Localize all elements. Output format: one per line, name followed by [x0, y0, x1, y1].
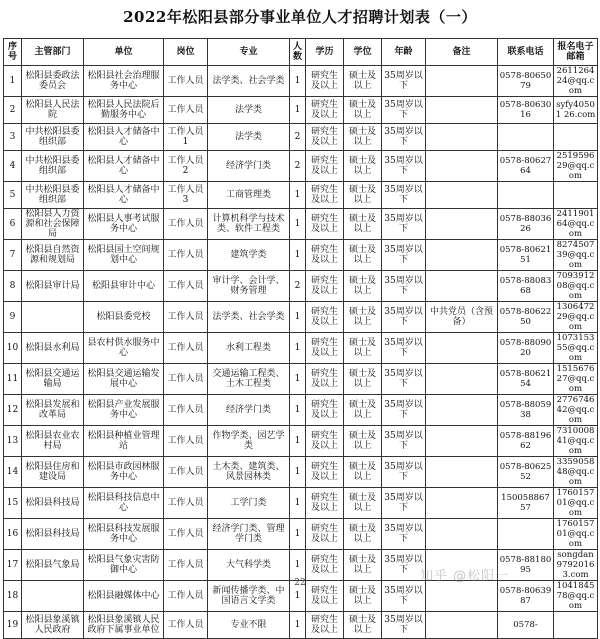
- cell-remark: [426, 333, 498, 364]
- cell-phone: [498, 182, 554, 209]
- cell-degree: 硕士及以上: [344, 426, 382, 457]
- cell-remark: [426, 426, 498, 457]
- cell-email: 261126424@qq.com: [554, 66, 598, 97]
- cell-degree: 硕士及以上: [344, 364, 382, 395]
- cell-major: 经济学门类、管理学门类: [208, 519, 290, 550]
- col-header-age: 年龄: [382, 39, 426, 66]
- table-row: [4, 395, 598, 426]
- cell-age: 35周岁以下: [382, 240, 426, 271]
- cell-age: 35周岁以下: [382, 488, 426, 519]
- cell-email: 104184578@qq.com: [554, 581, 598, 612]
- cell-position: 工作人员: [164, 426, 208, 457]
- cell-phone: 0578-8062154: [498, 364, 554, 395]
- cell-email: [554, 182, 598, 209]
- cell-count: 1: [290, 426, 306, 457]
- cell-department: [22, 302, 84, 333]
- table-row: [4, 182, 598, 209]
- cell-phone: 0578-8063016: [498, 97, 554, 124]
- cell-email: syfy40501 26.com: [554, 97, 598, 124]
- cell-unit: 松阳县气象灾害防御中心: [84, 550, 164, 581]
- table-row: [4, 97, 598, 124]
- cell-age: 35周岁以下: [382, 151, 426, 182]
- cell-unit: 松阳县人事考试服务中心: [84, 209, 164, 240]
- cell-unit: 松阳县国土空间规划中心: [84, 240, 164, 271]
- cell-degree: 硕士及以上: [344, 66, 382, 97]
- cell-education: 研究生及以上: [306, 457, 344, 488]
- col-header-department: 主管部门: [22, 39, 84, 66]
- cell-count: 1: [290, 209, 306, 240]
- cell-index: 6: [4, 209, 22, 240]
- cell-remark: [426, 97, 498, 124]
- table-row: [4, 426, 598, 457]
- cell-major: 法学类、社会学类: [208, 302, 290, 333]
- table-header-row: [4, 39, 598, 66]
- cell-age: 35周岁以下: [382, 271, 426, 302]
- col-header-remark: 备注: [426, 39, 498, 66]
- cell-remark: [426, 240, 498, 271]
- cell-email: 176015701@qq.com: [554, 488, 598, 519]
- cell-phone: 0578-8062250: [498, 302, 554, 333]
- cell-position: 工作人员3: [164, 182, 208, 209]
- cell-unit: 松阳县社会治理服务中心: [84, 66, 164, 97]
- cell-position: 工作人员2: [164, 151, 208, 182]
- cell-degree: 硕士及以上: [344, 581, 382, 612]
- col-header-index: 序号: [4, 39, 22, 66]
- cell-degree: 硕士及以上: [344, 302, 382, 333]
- cell-degree: 硕士及以上: [344, 97, 382, 124]
- cell-major: 新闻传播学类、中国语言文学类: [208, 581, 290, 612]
- cell-count: 1: [290, 519, 306, 550]
- cell-education: 研究生及以上: [306, 395, 344, 426]
- cell-count: 1: [290, 182, 306, 209]
- cell-index: 1: [4, 66, 22, 97]
- cell-phone: 0578-8809020: [498, 333, 554, 364]
- cell-major: 大气科学类: [208, 550, 290, 581]
- cell-index: 7: [4, 240, 22, 271]
- cell-count: 1: [290, 457, 306, 488]
- cell-email: 827450739@qq.com: [554, 240, 598, 271]
- table-row: [4, 151, 598, 182]
- cell-position: 工作人员: [164, 97, 208, 124]
- cell-degree: 硕士及以上: [344, 488, 382, 519]
- cell-remark: 中共党员（含预备）: [426, 302, 498, 333]
- cell-email: 277674642@qq.com: [554, 395, 598, 426]
- cell-email: 731000841@qq.com: [554, 426, 598, 457]
- cell-unit: 松阳县审计中心: [84, 271, 164, 302]
- cell-count: 1: [290, 66, 306, 97]
- cell-age: 35周岁以下: [382, 519, 426, 550]
- cell-remark: [426, 395, 498, 426]
- cell-index: 8: [4, 271, 22, 302]
- cell-index: 10: [4, 333, 22, 364]
- cell-education: 研究生及以上: [306, 488, 344, 519]
- cell-unit: 松阳县象溪镇人民政府下属事业单位: [84, 612, 164, 639]
- cell-department: 松阳县水利局: [22, 333, 84, 364]
- cell-email: songdan97920163.com: [554, 550, 598, 581]
- cell-age: 35周岁以下: [382, 550, 426, 581]
- cell-department: 松阳县科技局: [22, 488, 84, 519]
- cell-count: 1: [290, 612, 306, 639]
- cell-remark: [426, 209, 498, 240]
- cell-email: 251959629@qq.com: [554, 151, 598, 182]
- table-row: [4, 519, 598, 550]
- cell-department: 松阳县发展和改革局: [22, 395, 84, 426]
- cell-education: 研究生及以上: [306, 97, 344, 124]
- col-header-count: 人数: [290, 39, 306, 66]
- cell-unit: 松阳县科技发展服务中心: [84, 519, 164, 550]
- col-header-position: 岗位: [164, 39, 208, 66]
- cell-remark: [426, 519, 498, 550]
- cell-position: 工作人员: [164, 240, 208, 271]
- cell-position: 工作人员: [164, 333, 208, 364]
- cell-major: 交通运输工程类、土木工程类: [208, 364, 290, 395]
- cell-position: 工作人员: [164, 488, 208, 519]
- cell-count: 2: [290, 271, 306, 302]
- cell-age: 35周岁以下: [382, 97, 426, 124]
- cell-email: [554, 612, 598, 639]
- cell-count: 1: [290, 364, 306, 395]
- cell-phone: 0578-8818095: [498, 550, 554, 581]
- cell-count: 2: [290, 151, 306, 182]
- cell-major: 计算机科学与技术类、软件工程类: [208, 209, 290, 240]
- cell-major: 作物学类、园艺学类: [208, 426, 290, 457]
- cell-index: 19: [4, 612, 22, 639]
- cell-count: 1: [290, 302, 306, 333]
- cell-department: 松阳县人力资源和社会保障局: [22, 209, 84, 240]
- cell-age: 35周岁以下: [382, 124, 426, 151]
- cell-count: 2: [290, 124, 306, 151]
- cell-major: 土木类、建筑类、风景园林类: [208, 457, 290, 488]
- col-header-education: 学历: [306, 39, 344, 66]
- cell-index: 13: [4, 426, 22, 457]
- cell-index: 17: [4, 550, 22, 581]
- cell-degree: 硕士及以上: [344, 182, 382, 209]
- cell-index: 18: [4, 581, 22, 612]
- cell-age: 35周岁以下: [382, 66, 426, 97]
- cell-position: 工作人员: [164, 612, 208, 639]
- cell-age: 35周岁以下: [382, 395, 426, 426]
- cell-position: 工作人员: [164, 581, 208, 612]
- cell-unit: 松阳县融媒体中心: [84, 581, 164, 612]
- cell-count: 1: [290, 395, 306, 426]
- cell-degree: 硕士及以上: [344, 271, 382, 302]
- cell-age: 35周岁以下: [382, 581, 426, 612]
- cell-index: 12: [4, 395, 22, 426]
- col-header-major: 专业: [208, 39, 290, 66]
- page-number: 22: [294, 578, 306, 588]
- cell-department: 松阳县交通运输局: [22, 364, 84, 395]
- cell-phone: 0578-8065079: [498, 66, 554, 97]
- cell-unit: 松阳县委党校: [84, 302, 164, 333]
- cell-major: 水利工程类: [208, 333, 290, 364]
- cell-phone: 0578-8062151: [498, 240, 554, 271]
- cell-degree: 硕士及以上: [344, 612, 382, 639]
- cell-unit: 松阳县交通运输发展中心: [84, 364, 164, 395]
- col-header-email: 报名电子邮箱: [554, 39, 598, 66]
- cell-email: 130647229@qq.com: [554, 302, 598, 333]
- cell-education: 研究生及以上: [306, 426, 344, 457]
- cell-education: 研究生及以上: [306, 519, 344, 550]
- cell-index: 2: [4, 97, 22, 124]
- cell-phone: 0578-8062764: [498, 151, 554, 182]
- cell-email: 709391208@qq.com: [554, 271, 598, 302]
- cell-major: 法学类、社会学类: [208, 66, 290, 97]
- cell-degree: 硕士及以上: [344, 550, 382, 581]
- table-row: [4, 271, 598, 302]
- cell-major: 审计学、会计学、财务管理: [208, 271, 290, 302]
- cell-unit: 松阳县人才储备中心: [84, 151, 164, 182]
- cell-index: 3: [4, 124, 22, 151]
- cell-index: 14: [4, 457, 22, 488]
- cell-degree: 硕士及以上: [344, 457, 382, 488]
- cell-age: 35周岁以下: [382, 612, 426, 639]
- cell-major: 经济学门类: [208, 395, 290, 426]
- cell-position: 工作人员: [164, 302, 208, 333]
- cell-department: 松阳县象溪镇人民政府: [22, 612, 84, 639]
- cell-phone: 0578-8808368: [498, 271, 554, 302]
- cell-position: 工作人员: [164, 550, 208, 581]
- cell-age: 35周岁以下: [382, 333, 426, 364]
- cell-index: 15: [4, 488, 22, 519]
- cell-unit: 松阳县产业发展服务中心: [84, 395, 164, 426]
- cell-department: 中共松阳县委组织部: [22, 124, 84, 151]
- table-row: [4, 66, 598, 97]
- cell-position: 工作人员: [164, 209, 208, 240]
- col-header-degree: 学位: [344, 39, 382, 66]
- cell-department: 中共松阳县委组织部: [22, 151, 84, 182]
- cell-index: 5: [4, 182, 22, 209]
- cell-major: 工商管理类: [208, 182, 290, 209]
- table-row: [4, 612, 598, 639]
- cell-count: 1: [290, 97, 306, 124]
- cell-remark: [426, 364, 498, 395]
- cell-count: 1: [290, 581, 306, 612]
- cell-education: 研究生及以上: [306, 364, 344, 395]
- cell-count: 1: [290, 240, 306, 271]
- cell-education: 研究生及以上: [306, 124, 344, 151]
- cell-email: [554, 124, 598, 151]
- cell-major: 建筑学类: [208, 240, 290, 271]
- cell-phone: 0578-8803626: [498, 209, 554, 240]
- cell-unit: 松阳县人才储备中心: [84, 124, 164, 151]
- cell-age: 35周岁以下: [382, 426, 426, 457]
- cell-education: 研究生及以上: [306, 271, 344, 302]
- table-row: [4, 240, 598, 271]
- cell-education: 研究生及以上: [306, 209, 344, 240]
- table-row: [4, 209, 598, 240]
- cell-email: 241190164@qq.com: [554, 209, 598, 240]
- cell-department: 松阳县住房和建设局: [22, 457, 84, 488]
- table-row: [4, 488, 598, 519]
- cell-major: 法学类: [208, 124, 290, 151]
- recruitment-table: [3, 38, 598, 639]
- cell-remark: [426, 612, 498, 639]
- table-row: [4, 333, 598, 364]
- col-header-unit: 单位: [84, 39, 164, 66]
- page-title: 2022年松阳县部分事业单位人才招聘计划表（一）: [123, 8, 477, 26]
- watermark: 知乎 @松阳一: [420, 569, 510, 584]
- cell-department: 松阳县审计局: [22, 271, 84, 302]
- cell-education: 研究生及以上: [306, 333, 344, 364]
- cell-email: 176015701@qq.com: [554, 519, 598, 550]
- cell-education: 研究生及以上: [306, 240, 344, 271]
- cell-unit: 松阳县人才储备中心: [84, 182, 164, 209]
- cell-position: 工作人员: [164, 271, 208, 302]
- cell-position: 工作人员: [164, 66, 208, 97]
- cell-remark: [426, 151, 498, 182]
- cell-unit: 松阳县市政园林服务中心: [84, 457, 164, 488]
- cell-department: 松阳县人民法院: [22, 97, 84, 124]
- cell-education: 研究生及以上: [306, 182, 344, 209]
- cell-department: 松阳县委政法委员会: [22, 66, 84, 97]
- cell-department: 松阳县科技局: [22, 519, 84, 550]
- cell-major: 工学门类: [208, 488, 290, 519]
- cell-education: 研究生及以上: [306, 612, 344, 639]
- cell-phone: 0578-8805938: [498, 395, 554, 426]
- cell-count: 1: [290, 550, 306, 581]
- cell-email: 151567627@qq.com: [554, 364, 598, 395]
- cell-major: 法学类: [208, 97, 290, 124]
- cell-age: 35周岁以下: [382, 364, 426, 395]
- cell-position: 工作人员: [164, 519, 208, 550]
- cell-index: 9: [4, 302, 22, 333]
- table-row: [4, 302, 598, 333]
- cell-degree: 硕士及以上: [344, 519, 382, 550]
- cell-department: 松阳县农业农村局: [22, 426, 84, 457]
- cell-remark: [426, 124, 498, 151]
- cell-education: 研究生及以上: [306, 302, 344, 333]
- cell-index: 4: [4, 151, 22, 182]
- cell-position: 工作人员1: [164, 124, 208, 151]
- cell-count: 1: [290, 333, 306, 364]
- cell-remark: [426, 182, 498, 209]
- cell-remark: [426, 488, 498, 519]
- cell-email: 335905848@qq.com: [554, 457, 598, 488]
- cell-index: 16: [4, 519, 22, 550]
- cell-phone: [498, 124, 554, 151]
- cell-remark: [426, 457, 498, 488]
- cell-count: 1: [290, 488, 306, 519]
- cell-unit: 县农村供水服务中心: [84, 333, 164, 364]
- cell-remark: [426, 271, 498, 302]
- cell-degree: 硕士及以上: [344, 209, 382, 240]
- cell-education: 研究生及以上: [306, 550, 344, 581]
- cell-age: 35周岁以下: [382, 209, 426, 240]
- col-header-phone: 联系电话: [498, 39, 554, 66]
- cell-major: 经济学门类: [208, 151, 290, 182]
- cell-degree: 硕士及以上: [344, 240, 382, 271]
- cell-phone: 0578-8062552: [498, 457, 554, 488]
- table-row: [4, 364, 598, 395]
- cell-email: 107315355@qq.com: [554, 333, 598, 364]
- cell-phone: 15005886757: [498, 488, 554, 519]
- cell-unit: 松阳县种植业管理站: [84, 426, 164, 457]
- table-row: [4, 124, 598, 151]
- cell-major: 专业不限: [208, 612, 290, 639]
- cell-department: 松阳县气象局: [22, 550, 84, 581]
- cell-degree: 硕士及以上: [344, 395, 382, 426]
- cell-education: 研究生及以上: [306, 151, 344, 182]
- cell-age: 35周岁以下: [382, 182, 426, 209]
- cell-age: 35周岁以下: [382, 302, 426, 333]
- cell-phone: [498, 519, 554, 550]
- cell-education: 研究生及以上: [306, 66, 344, 97]
- cell-education: 研究生及以上: [306, 581, 344, 612]
- cell-department: 松阳县自然资源和规划局: [22, 240, 84, 271]
- cell-index: 11: [4, 364, 22, 395]
- cell-degree: 硕士及以上: [344, 333, 382, 364]
- cell-degree: 硕士及以上: [344, 124, 382, 151]
- cell-degree: 硕士及以上: [344, 151, 382, 182]
- cell-unit: 松阳县科技信息中心: [84, 488, 164, 519]
- table-row: [4, 457, 598, 488]
- cell-position: 工作人员: [164, 457, 208, 488]
- cell-position: 工作人员: [164, 395, 208, 426]
- cell-phone: 0578-8063987: [498, 581, 554, 612]
- cell-position: 工作人员: [164, 364, 208, 395]
- cell-department: 中共松阳县委组织部: [22, 182, 84, 209]
- cell-phone: 0578-8819662: [498, 426, 554, 457]
- cell-age: 35周岁以下: [382, 457, 426, 488]
- cell-unit: 松阳县人民法院后勤服务中心: [84, 97, 164, 124]
- cell-remark: [426, 66, 498, 97]
- cell-phone: 0578-: [498, 612, 554, 639]
